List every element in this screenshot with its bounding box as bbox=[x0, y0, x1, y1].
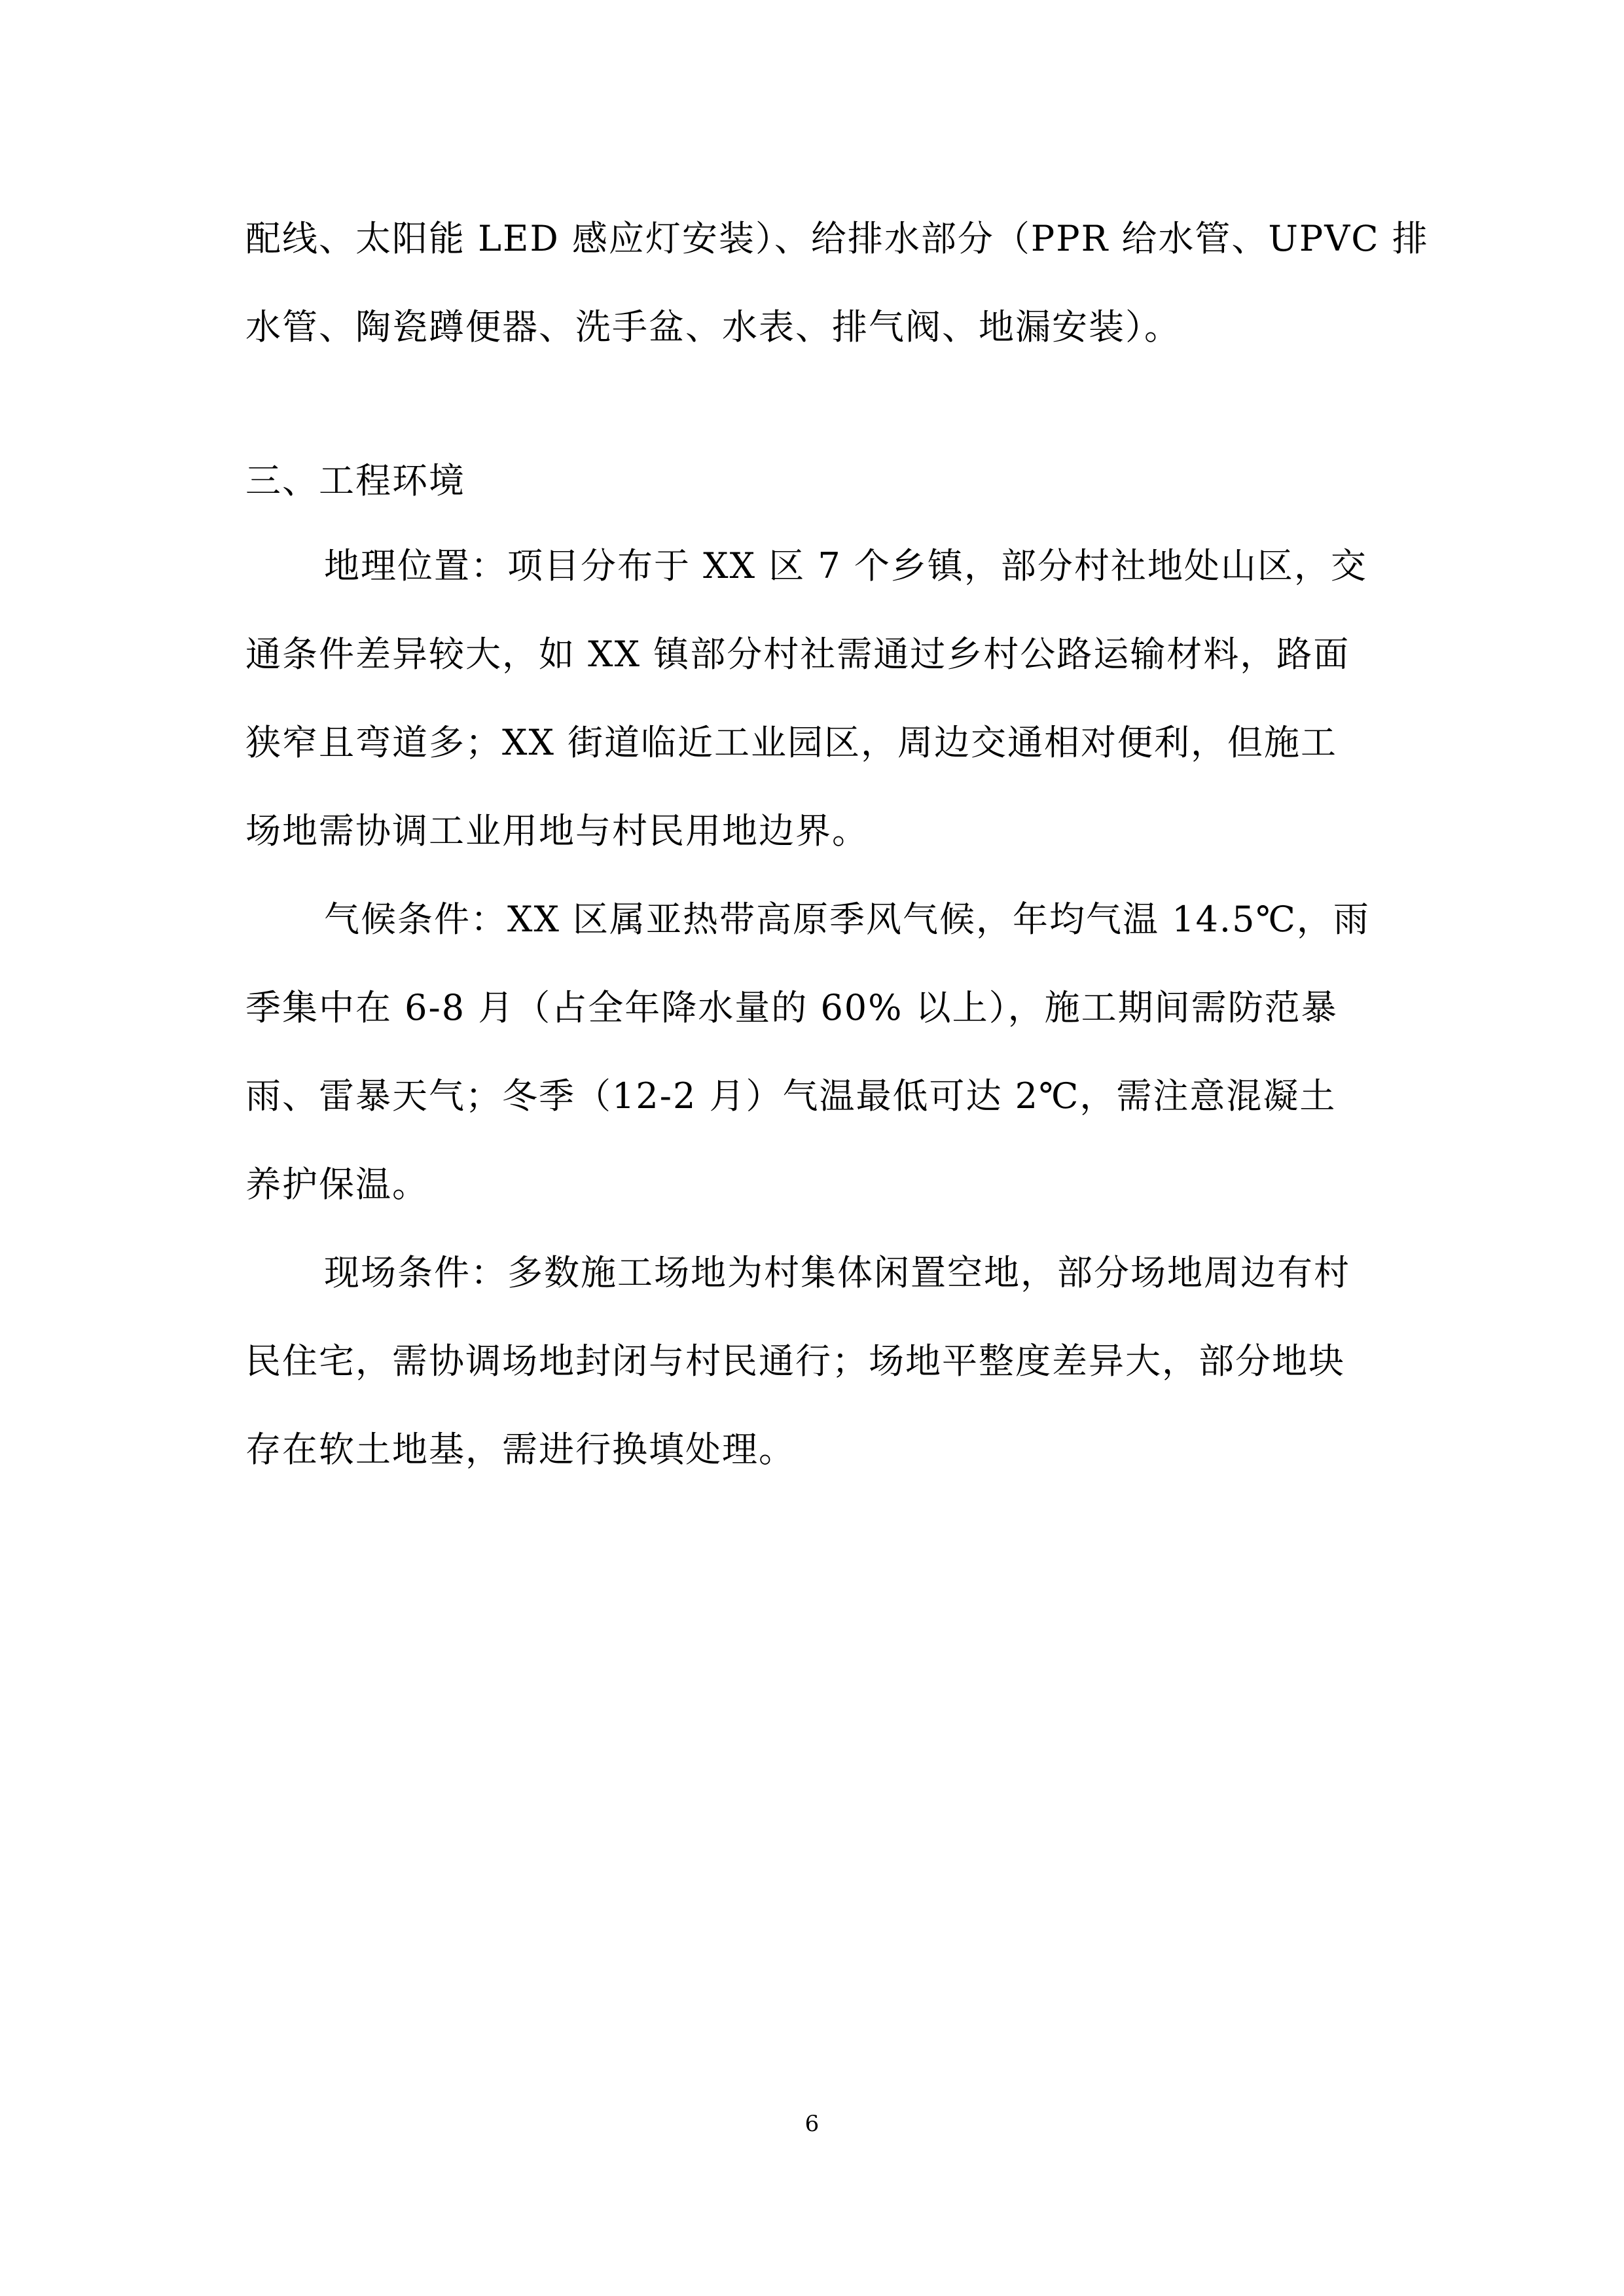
paragraph-line: 季集中在 6-8 月（占全年降水量的 60% 以上），施工期间需防范暴 bbox=[245, 987, 1338, 1028]
paragraph-line: 现场条件：多数施工场地为村集体闲置空地，部分场地周边有村 bbox=[324, 1252, 1350, 1293]
page-number: 6 bbox=[804, 2111, 820, 2137]
paragraph-line: 民住宅，需协调场地封闭与村民通行；场地平整度差异大，部分地块 bbox=[245, 1340, 1345, 1382]
paragraph-line: 气候条件：XX 区属亚热带高原季风气候，年均气温 14.5℃，雨 bbox=[324, 899, 1370, 940]
paragraph-line: 存在软土地基，需进行换填处理。 bbox=[245, 1429, 795, 1470]
paragraph-line: 狭窄且弯道多；XX 街道临近工业园区，周边交通相对便利，但施工 bbox=[245, 722, 1338, 763]
paragraph-line: 场地需协调工业用地与村民用地边界。 bbox=[245, 810, 869, 852]
section-heading: 三、工程环境 bbox=[245, 460, 465, 501]
continuation-line-2: 水管、陶瓷蹲便器、洗手盆、水表、排气阀、地漏安装）。 bbox=[245, 306, 1181, 348]
continuation-line-1: 配线、太阳能 LED 感应灯安装）、给排水部分（PPR 给水管、UPVC 排 bbox=[245, 218, 1429, 259]
paragraph-line: 养护保温。 bbox=[245, 1164, 429, 1205]
paragraph-line: 通条件差异较大，如 XX 镇部分村社需通过乡村公路运输材料，路面 bbox=[245, 634, 1350, 675]
paragraph-line: 雨、雷暴天气；冬季（12-2 月）气温最低可达 2℃，需注意混凝土 bbox=[245, 1075, 1337, 1117]
paragraph-line: 地理位置：项目分布于 XX 区 7 个乡镇，部分村社地处山区，交 bbox=[324, 545, 1367, 586]
